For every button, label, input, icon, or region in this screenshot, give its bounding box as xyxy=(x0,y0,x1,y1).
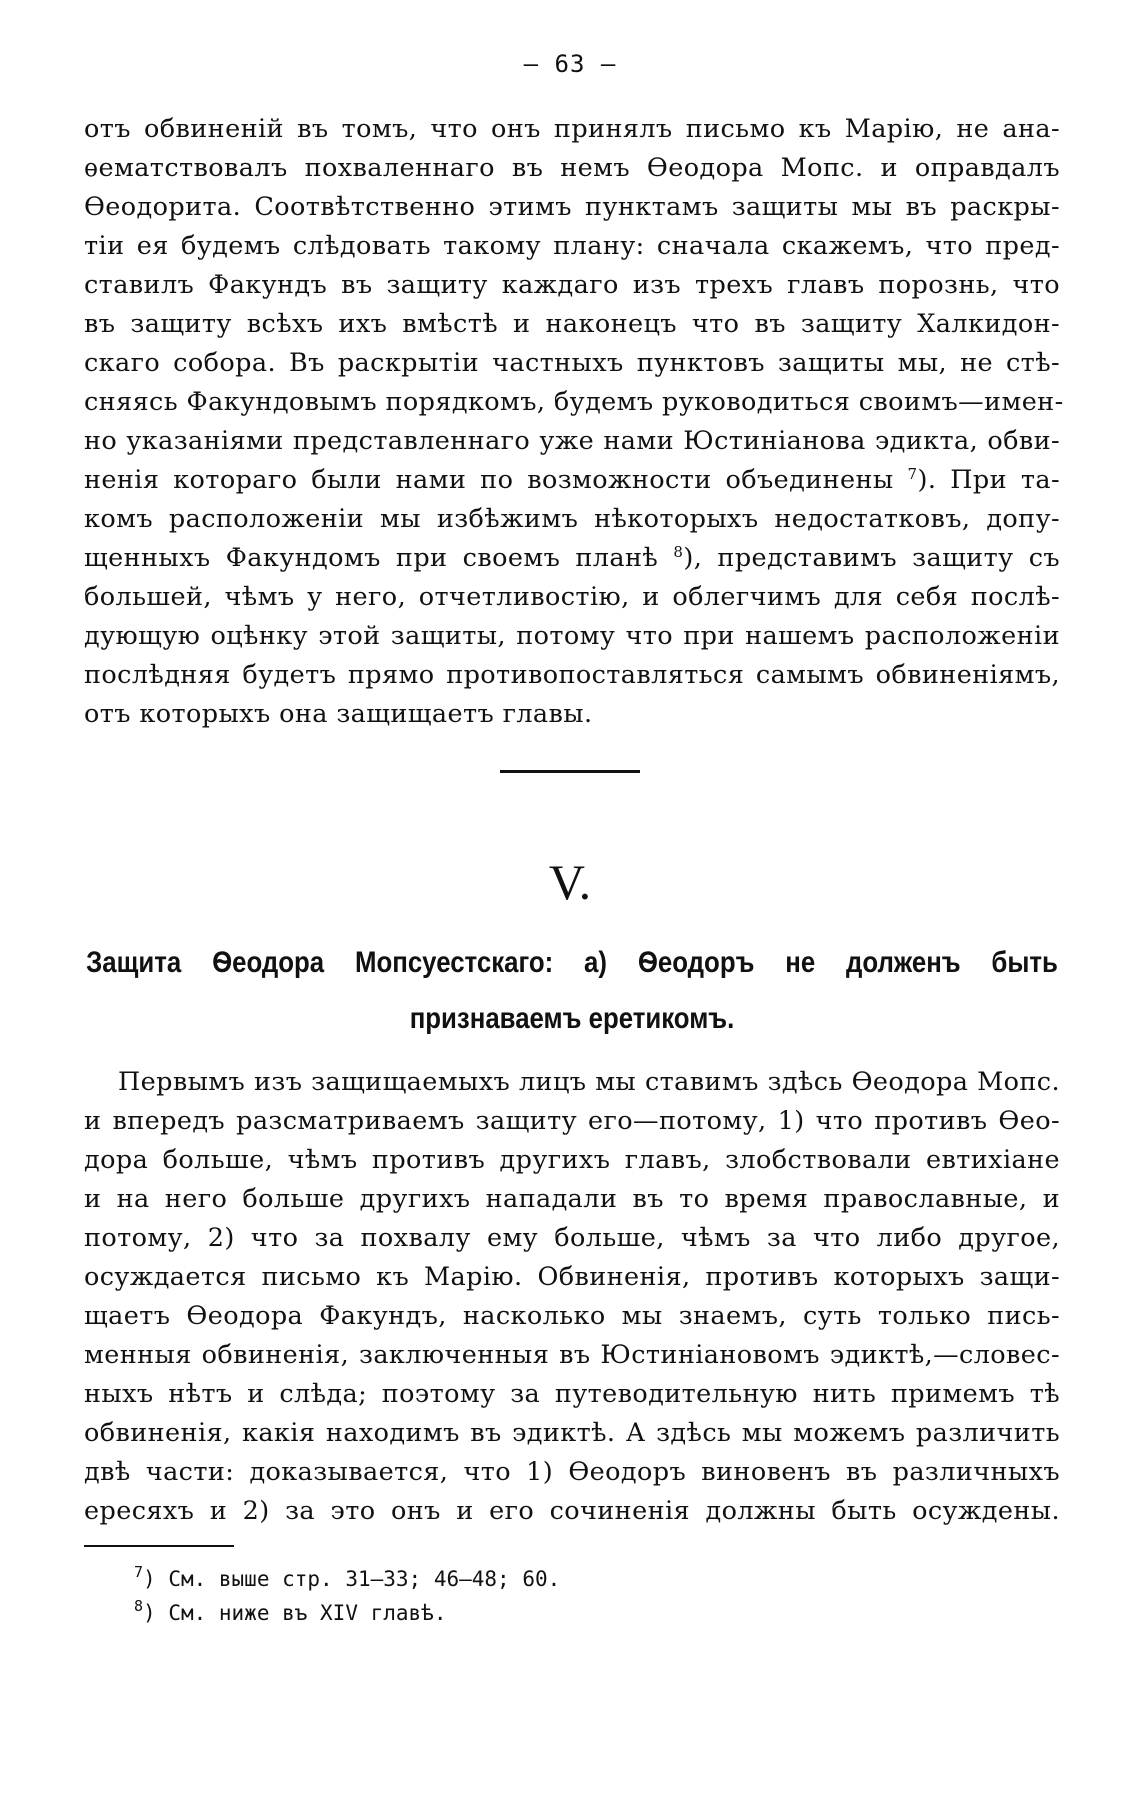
text-line: дора больше, чѣмъ противъ другихъ главъ, злобствовали евтихіане xyxy=(84,1145,1060,1175)
text-line: обвиненія, какія находимъ въ эдиктѣ. А здѣсь мы можемъ различить xyxy=(84,1418,1060,1448)
footnote-text: ) См. выше стр. 31—33; 46—48; 60. xyxy=(143,1567,561,1591)
section-numeral: V. xyxy=(548,854,592,910)
text-line: потому, 2) что за похвалу ему больше, чѣмъ за что либо другое, xyxy=(84,1223,1060,1253)
page-number: — 63 — xyxy=(523,50,617,78)
text-line: и на него больше другихъ нападали въ то время православные, и xyxy=(84,1184,1060,1214)
paragraph-main xyxy=(84,1063,1060,1531)
text-line: отъ обвиненій въ томъ, что онъ принялъ письмо къ Марію, не ана- xyxy=(84,114,1060,144)
text-line: ставилъ Факундъ въ защиту каждаго изъ трехъ главъ порознь, что xyxy=(84,270,1060,300)
text-line: сняясь Факундовымъ порядкомъ, будемъ руководиться своимъ—имен- xyxy=(84,387,1064,417)
text-line: дующую оцѣнку этой защиты, потому что при нашемъ расположеніи xyxy=(84,621,1060,651)
text-line: тіи ея будемъ слѣдовать такому плану: сначала скажемъ, что пред- xyxy=(84,231,1060,261)
text-segment: щенныхъ Факундомъ при своемъ планѣ xyxy=(84,543,659,573)
text-line: комъ расположеніи мы избѣжимъ нѣкоторыхъ недостатковъ, допу- xyxy=(84,504,1060,534)
text-line: скаго собора. Въ раскрытіи частныхъ пунктовъ защиты мы, не стѣ- xyxy=(84,348,1060,378)
text-line: Первымъ изъ защищаемыхъ лицъ мы ставимъ здѣсь Ѳеодора Мопс. xyxy=(118,1067,1060,1097)
heading-line: признаваемъ еретикомъ. xyxy=(409,1002,735,1035)
section-divider xyxy=(500,770,640,773)
text-line: менныя обвиненія, заключенныя въ Юстиніановомъ эдиктѣ,—словес- xyxy=(84,1340,1060,1370)
footnotes xyxy=(134,1562,560,1630)
text-line: но указаніями представленнаго уже нами Юстиніанова эдикта, обви- xyxy=(84,426,1060,456)
text-line: Ѳеодорита. Соотвѣтственно этимъ пунктамъ защиты мы въ раскры- xyxy=(84,192,1060,222)
footnote-7 xyxy=(134,1562,560,1596)
footnote-text: ) См. ниже въ XIV главѣ. xyxy=(143,1601,447,1625)
text-segment: ). При та- xyxy=(917,465,1060,495)
text-line-with-footnote-ref xyxy=(84,461,1060,500)
footnote-ref-8[interactable]: 8 xyxy=(673,543,684,561)
text-line: щаетъ Ѳеодора Факундъ, насколько мы знаемъ, суть только пись- xyxy=(84,1301,1060,1331)
text-line: большей, чѣмъ у него, отчетливостію, и облегчимъ для себя послѣ- xyxy=(84,582,1060,612)
text-line: и впередъ разсматриваемъ защиту его—потому, 1) что противъ Ѳео- xyxy=(84,1106,1060,1136)
text-line: ныхъ нѣтъ и слѣда; поэтому за путеводительную нить примемъ тѣ xyxy=(84,1379,1060,1409)
text-line: въ защиту всѣхъ ихъ вмѣстѣ и наконецъ что въ защиту Халкидон- xyxy=(84,309,1060,339)
footnote-ref-7[interactable]: 7 xyxy=(907,465,918,483)
text-line: ересяхъ и 2) за это онъ и его сочиненія должны быть осуждены. xyxy=(84,1496,1060,1526)
text-line: отъ которыхъ она защищаетъ главы. xyxy=(84,699,593,729)
footnote-marker: 7 xyxy=(134,1563,144,1581)
footnote-divider xyxy=(84,1545,234,1547)
text-segment: ненія котораго были нами по возможности объединены xyxy=(84,465,894,495)
heading-line: Защита Ѳеодора Мопсуестскаго: а) Ѳеодоръ не долженъ быть xyxy=(86,946,1058,979)
text-line-with-footnote-ref xyxy=(84,539,1060,578)
text-segment: ), представимъ защиту съ xyxy=(683,543,1060,573)
section-heading xyxy=(86,935,1058,1047)
text-line: ѳематствовалъ похваленнаго въ немъ Ѳеодора Мопс. и оправдалъ xyxy=(84,153,1060,183)
text-line: двѣ части: доказывается, что 1) Ѳеодоръ виновенъ въ различныхъ xyxy=(84,1457,1060,1487)
footnote-8 xyxy=(134,1596,560,1630)
footnote-marker: 8 xyxy=(134,1597,144,1615)
text-line: осуждается письмо къ Марію. Обвиненія, противъ которыхъ защи- xyxy=(84,1262,1060,1292)
text-line: послѣдняя будетъ прямо противопоставляться самымъ обвиненіямъ, xyxy=(84,660,1060,690)
paragraph-continuation xyxy=(84,110,1064,734)
